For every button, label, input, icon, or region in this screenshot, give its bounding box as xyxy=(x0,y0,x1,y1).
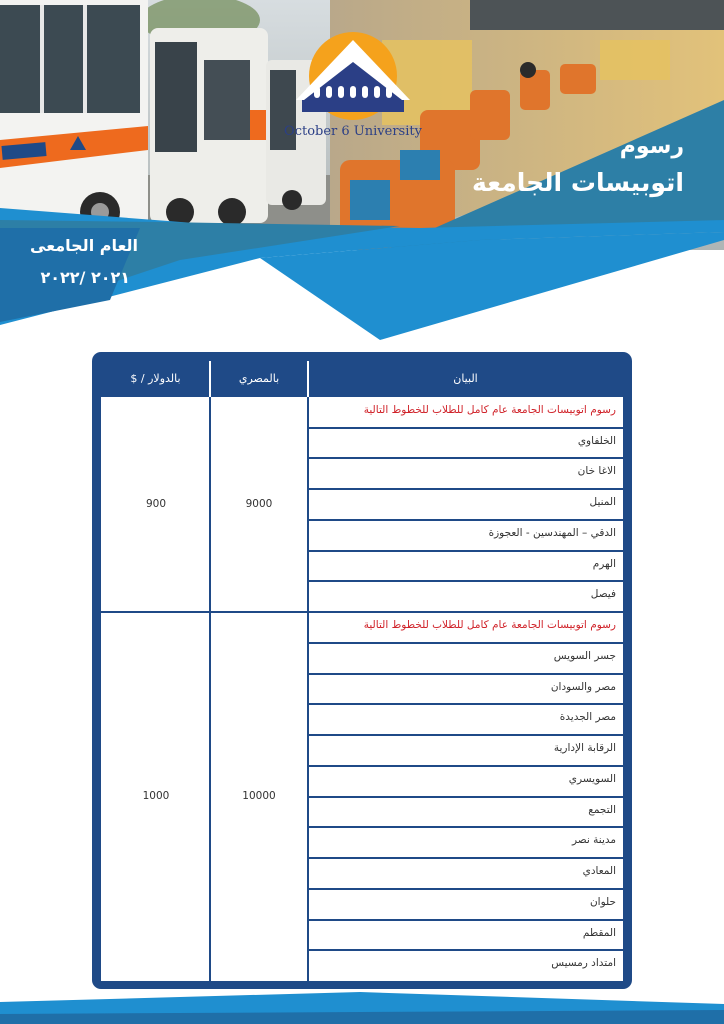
group-heading: رسوم اتوبيسات الجامعة عام كامل للطلاب للخطوط التالية xyxy=(363,619,616,632)
route-name: فيصل xyxy=(590,588,616,601)
route-name: مدينة نصر xyxy=(571,834,616,847)
bottom-stripe xyxy=(0,992,724,1024)
route-name: السويسري xyxy=(568,772,616,785)
row-divider xyxy=(307,488,623,490)
bus-middle xyxy=(150,28,268,226)
usd-fee: 1000 xyxy=(142,789,170,802)
row-divider xyxy=(307,427,623,429)
row-divider xyxy=(307,734,623,736)
row-divider xyxy=(307,826,623,828)
title-small: رسوم xyxy=(619,134,684,159)
group-divider xyxy=(101,611,623,613)
group-heading: رسوم اتوبيسات الجامعة عام كامل للطلاب للخطوط التالية xyxy=(363,404,616,416)
row-divider xyxy=(307,857,623,859)
row-divider xyxy=(307,550,623,552)
row-divider xyxy=(307,796,623,798)
egp-fee: 10000 xyxy=(242,789,276,802)
column-header-usd: بالدولار / $ xyxy=(101,361,210,397)
route-name: الرقابة الإدارية xyxy=(553,742,616,755)
row-divider xyxy=(307,580,623,582)
row-divider xyxy=(307,949,623,951)
academic-year-value: ٢٠٢١ /٢٠٢٢ xyxy=(40,268,130,287)
row-divider xyxy=(307,888,623,890)
route-name: امتداد رمسيس xyxy=(551,957,616,970)
row-divider xyxy=(307,642,623,644)
column-divider xyxy=(209,397,211,981)
row-divider xyxy=(307,519,623,521)
route-name: مصر والسودان xyxy=(550,680,616,693)
header-banner xyxy=(0,0,724,345)
route-name: جسر السويس xyxy=(553,649,616,662)
route-name: المقطم xyxy=(582,926,616,939)
university-logo xyxy=(268,28,438,148)
row-divider xyxy=(307,703,623,705)
route-name: الهرم xyxy=(592,557,616,570)
logo-mark xyxy=(268,28,438,128)
usd-fee: 900 xyxy=(145,497,167,510)
egp-fee: 9000 xyxy=(245,497,273,510)
row-divider xyxy=(307,765,623,767)
header-divider xyxy=(209,361,211,397)
header-divider xyxy=(307,361,309,397)
route-name: الخلفاوي xyxy=(577,434,616,447)
route-name: مصر الجديدة xyxy=(559,711,616,724)
route-name: الاغا خان xyxy=(577,465,616,478)
column-header-egp: بالمصري xyxy=(210,361,308,397)
table-body xyxy=(101,361,623,981)
route-name: المعادي xyxy=(582,865,616,878)
bus-left xyxy=(0,0,148,232)
logo-text: October 6 University xyxy=(284,124,422,139)
row-divider xyxy=(307,919,623,921)
route-name: التجمع xyxy=(588,803,616,816)
fees-table xyxy=(92,352,632,989)
route-name: المنيل xyxy=(589,496,616,509)
page-title: اتوبيسات الجامعة xyxy=(472,168,684,197)
column-header-description: البيان xyxy=(308,361,623,397)
row-divider xyxy=(307,457,623,459)
row-divider xyxy=(307,673,623,675)
route-name: الدقي – المهندسين - العجوزة xyxy=(488,526,616,539)
academic-year-label: العام الجامعى xyxy=(30,236,138,255)
route-name: حلوان xyxy=(589,895,616,908)
